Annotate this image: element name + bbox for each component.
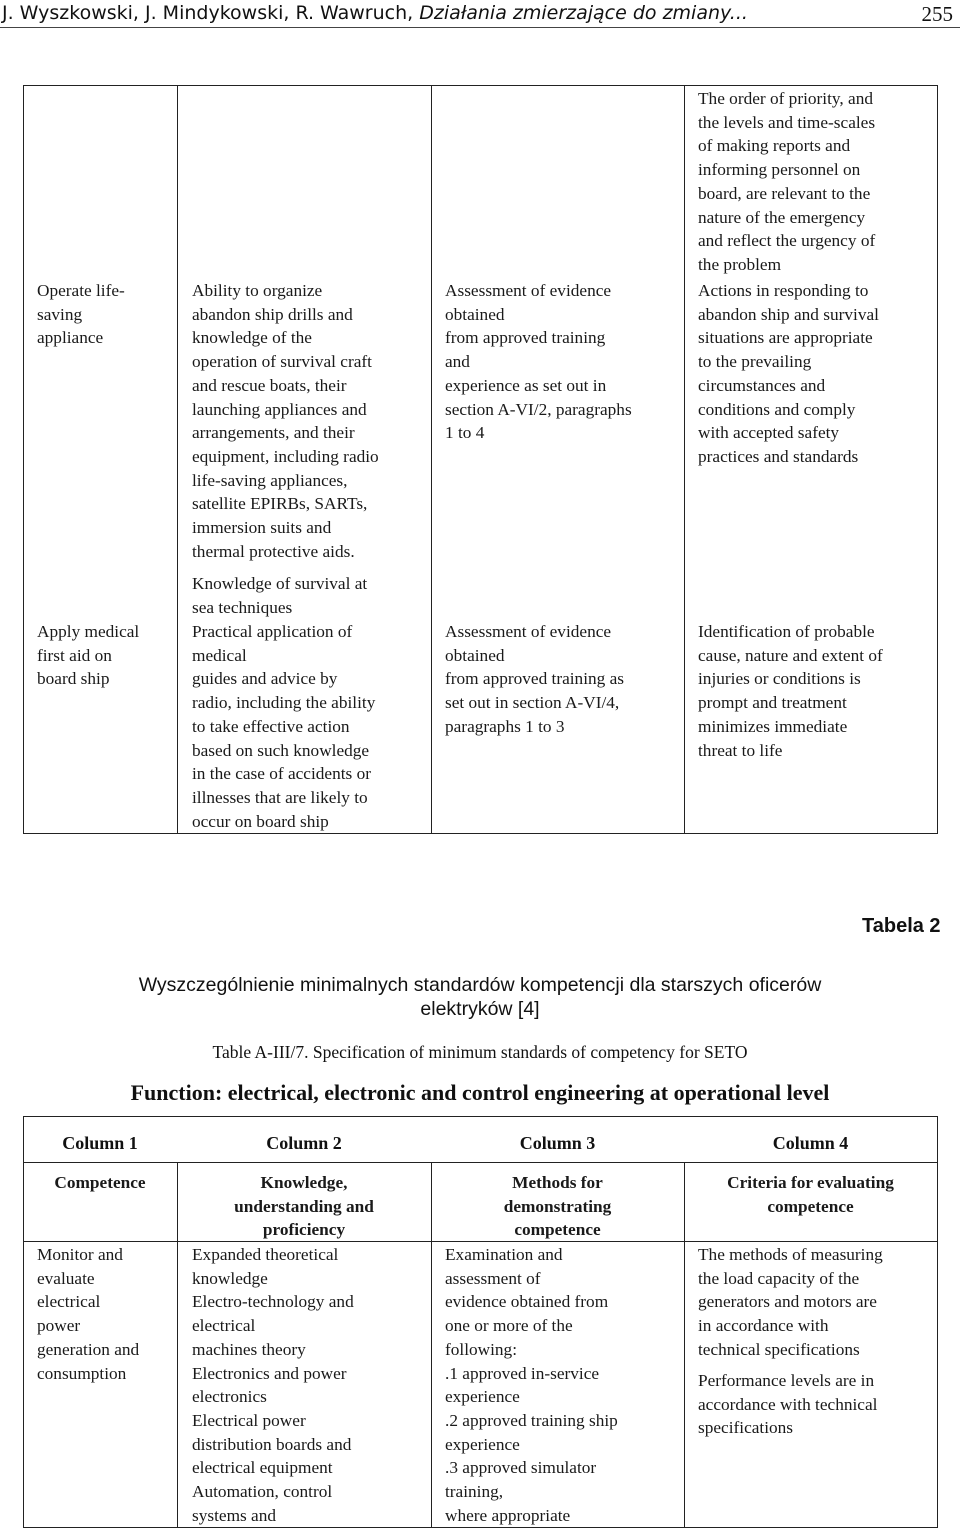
text-line: Competence xyxy=(54,1173,146,1192)
table-border xyxy=(23,833,938,834)
row2-criteria xyxy=(698,620,934,762)
text-line: following: xyxy=(445,1339,518,1359)
row-methods xyxy=(445,1243,681,1527)
text-line: electronics xyxy=(192,1387,267,1407)
text-line: competence xyxy=(767,1196,854,1216)
text-line: Operate life- xyxy=(37,281,125,300)
text-line: technical specifications xyxy=(698,1339,860,1359)
column-number-1: Column 1 xyxy=(62,1133,138,1153)
row1-criteria-top xyxy=(698,87,934,277)
running-head xyxy=(0,2,955,28)
header-rule xyxy=(0,27,960,28)
text-line: power xyxy=(37,1316,81,1336)
text-line: illnesses that are likely to xyxy=(192,787,368,807)
text-line: Performance levels are in xyxy=(698,1371,875,1390)
text-line: in the case of accidents or xyxy=(192,764,371,784)
text-line: equipment, including radio xyxy=(192,446,379,466)
header-criteria xyxy=(684,1171,937,1218)
row1-criteria xyxy=(698,279,934,469)
row2-knowledge-top xyxy=(192,572,428,619)
text-line: from approved training xyxy=(445,328,606,348)
text-line: assessment of xyxy=(445,1268,541,1288)
text-line: Automation, control xyxy=(192,1482,333,1502)
column-number-3: Column 3 xyxy=(519,1133,596,1153)
text-line: Assessment of evidence xyxy=(445,281,612,300)
text-line: distribution boards and xyxy=(192,1434,352,1454)
text-line: and xyxy=(445,352,470,372)
text-line: experience xyxy=(445,1387,520,1407)
text-line: occur on board ship xyxy=(192,811,329,831)
text-line: abandon ship and survival xyxy=(698,304,879,324)
text-line: with accepted safety xyxy=(698,423,840,443)
text-line: competence xyxy=(514,1220,601,1240)
table-border xyxy=(177,85,178,833)
text-line: .1 approved in-service xyxy=(445,1363,600,1383)
text-line: specifications xyxy=(698,1418,794,1438)
text-line: proficiency xyxy=(262,1220,346,1240)
text-line: Assessment of evidence xyxy=(445,622,612,641)
header-knowledge xyxy=(177,1171,431,1242)
text-line: electrical equipment xyxy=(192,1458,333,1478)
row2-competence xyxy=(37,620,175,691)
page-number: 255 xyxy=(921,2,953,26)
text-line: elektryków [4] xyxy=(420,998,540,1020)
row-competence xyxy=(37,1243,175,1385)
row-knowledge xyxy=(192,1243,428,1527)
text-line: appliance xyxy=(37,328,104,348)
text-line: experience as set out in xyxy=(445,375,607,395)
text-line: practices and standards xyxy=(698,446,859,466)
text-line: to take effective action xyxy=(192,716,350,736)
text-line: consumption xyxy=(37,1363,127,1383)
row2-methods xyxy=(445,620,681,739)
text-line: Expanded theoretical xyxy=(192,1245,339,1264)
text-line: Electronics and power xyxy=(192,1363,347,1383)
text-line: cause, nature and extent of xyxy=(698,645,883,665)
text-line: guides and advice by xyxy=(192,669,338,689)
text-line: evaluate xyxy=(37,1268,95,1288)
text-line: The order of priority, and xyxy=(698,89,873,108)
text-line: Practical application of xyxy=(192,622,353,641)
text-line: Actions in responding to xyxy=(698,281,869,300)
header-competence xyxy=(23,1171,177,1195)
text-line: 1 to 4 xyxy=(445,423,485,443)
table-border xyxy=(937,1116,938,1528)
table-border xyxy=(684,85,685,833)
header-methods xyxy=(431,1171,684,1242)
text-line: Apply medical xyxy=(37,622,140,641)
column-number-4: Column 4 xyxy=(772,1133,849,1153)
table-border xyxy=(937,85,938,833)
authors: J. Wyszkowski, J. Mindykowski, R. Wawruch, xyxy=(2,2,414,24)
text-line: nature of the emergency xyxy=(698,207,866,227)
text-line: generators and motors are xyxy=(698,1292,877,1312)
text-line: prompt and treatment xyxy=(698,693,847,713)
text-line: training, xyxy=(445,1482,504,1502)
text-line: knowledge xyxy=(192,1268,268,1288)
text-line: satellite EPIRBs, SARTs, xyxy=(192,494,368,514)
text-line: obtained xyxy=(445,645,505,665)
row-criteria-a xyxy=(698,1243,934,1362)
table-border xyxy=(23,85,938,86)
text-line: where appropriate xyxy=(445,1505,571,1525)
column-number-2: Column 2 xyxy=(266,1133,342,1153)
running-head-authors xyxy=(2,2,748,24)
text-line: Identification of probable xyxy=(698,622,875,641)
text-line: Electrical power xyxy=(192,1410,306,1430)
text-line: and rescue boats, their xyxy=(192,375,347,395)
text-line: based on such knowledge xyxy=(192,740,370,760)
text-line: thermal protective aids. xyxy=(192,541,355,561)
text-line: launching appliances and xyxy=(192,399,367,419)
text-line: immersion suits and xyxy=(192,518,332,538)
text-line: the load capacity of the xyxy=(698,1268,860,1288)
text-line: electrical xyxy=(192,1316,256,1336)
row1-competence xyxy=(37,279,175,350)
text-line: and reflect the urgency of xyxy=(698,231,876,251)
text-line: the problem xyxy=(698,254,782,274)
text-line: The methods of measuring xyxy=(698,1245,883,1264)
text-line: conditions and comply xyxy=(698,399,856,419)
row-criteria-b xyxy=(698,1369,934,1440)
table-border xyxy=(23,1162,938,1163)
table-number-label: Tabela 2 xyxy=(862,915,941,937)
text-line: Knowledge of survival at xyxy=(192,574,368,593)
text-line: from approved training as xyxy=(445,669,624,689)
text-line: abandon ship drills and xyxy=(192,304,353,324)
text-line: medical xyxy=(192,645,247,665)
text-line: situations are appropriate xyxy=(698,328,873,348)
english-table-caption: Table A-III/7. Specification of minimum standards of competency for SETO xyxy=(212,1042,748,1062)
row2-knowledge xyxy=(192,620,428,833)
text-line: Examination and xyxy=(445,1245,563,1264)
text-line: operation of survival craft xyxy=(192,352,372,372)
text-line: radio, including the ability xyxy=(192,693,376,713)
text-line: life-saving appliances, xyxy=(192,470,348,490)
text-line: Knowledge, xyxy=(260,1173,348,1192)
text-line: board ship xyxy=(37,669,110,689)
text-line: electrical xyxy=(37,1292,101,1312)
text-line: minimizes immediate xyxy=(698,716,848,736)
text-line: first aid on xyxy=(37,645,112,665)
text-line: the levels and time-scales xyxy=(698,112,876,132)
text-line: of making reports and xyxy=(698,136,851,156)
text-line: threat to life xyxy=(698,740,783,760)
text-line: generation and xyxy=(37,1339,140,1359)
polish-table-title xyxy=(60,973,900,1021)
text-line: .2 approved training ship xyxy=(445,1410,618,1430)
text-line: Monitor and xyxy=(37,1245,123,1264)
row1-knowledge xyxy=(192,279,428,563)
row1-methods xyxy=(445,279,681,445)
text-line: experience xyxy=(445,1434,520,1454)
table-border xyxy=(23,85,24,833)
text-line: circumstances and xyxy=(698,375,826,395)
text-line: informing personnel on xyxy=(698,160,861,180)
text-line: to the prevailing xyxy=(698,352,812,372)
text-line: obtained xyxy=(445,304,505,324)
text-line: one or more of the xyxy=(445,1316,573,1336)
text-line: set out in section A-VI/4, xyxy=(445,693,620,713)
text-line: section A-VI/2, paragraphs xyxy=(445,399,632,419)
text-line: evidence obtained from xyxy=(445,1292,609,1312)
text-line: knowledge of the xyxy=(192,328,312,348)
text-line: in accordance with xyxy=(698,1316,829,1336)
text-line: board, are relevant to the xyxy=(698,183,871,203)
table-border xyxy=(431,85,432,833)
text-line: Methods for xyxy=(512,1173,603,1192)
text-line: arrangements, and their xyxy=(192,423,355,443)
text-line: Wyszczególnienie minimalnych standardów kompetencji dla starszych oficerów xyxy=(138,974,822,996)
table-border xyxy=(23,1116,938,1117)
text-line: Electro-technology and xyxy=(192,1292,354,1312)
article-title: Działania zmierzające do zmiany... xyxy=(419,2,748,24)
text-line: Ability to organize xyxy=(192,281,323,300)
text-line: .3 approved simulator xyxy=(445,1458,597,1478)
text-line: sea techniques xyxy=(192,597,293,617)
text-line: understanding and xyxy=(234,1196,374,1216)
function-title: Function: electrical, electronic and control engineering at operational level xyxy=(130,1080,830,1105)
text-line: Criteria for evaluating xyxy=(727,1173,894,1192)
text-line: injuries or conditions is xyxy=(698,669,861,689)
text-line: demonstrating xyxy=(503,1196,612,1216)
text-line: paragraphs 1 to 3 xyxy=(445,716,565,736)
text-line: saving xyxy=(37,304,83,324)
text-line: machines theory xyxy=(192,1339,306,1359)
text-line: accordance with technical xyxy=(698,1394,878,1414)
text-line: systems and xyxy=(192,1505,277,1525)
